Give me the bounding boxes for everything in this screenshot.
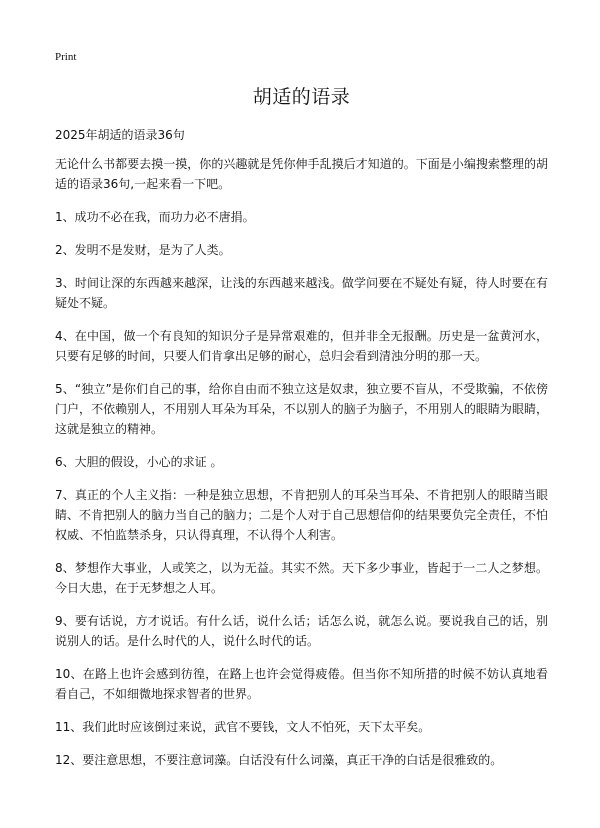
article-body (55, 154, 548, 770)
quote-paragraph: 1、成功不必在我，而功力必不唐捐。 (55, 210, 255, 224)
quote-paragraph: 12、要注意思想，不要注意词藻。白话没有什么词藻，真正干净的白话是很雅致的。 (55, 753, 503, 767)
page-title: 胡适的语录 (252, 86, 351, 108)
print-link[interactable]: Print (55, 51, 77, 63)
intro-paragraph: 无论什么书都要去摸一摸，你的兴趣就是凭你伸手乱摸后才知道的。下面是小编搜索整理的胡适的语录36句,一起来看一下吧。 (55, 157, 548, 191)
quote-paragraph: 4、在中国，做一个有良知的知识分子是异常艰难的，但并非全无报酬。历史是一盆黄河水，只要有足够的时间，只要人们肯拿出足够的耐心，总归会看到清浊分明的那一天。 (55, 329, 548, 363)
quote-paragraph: 10、在路上也许会感到彷徨，在路上也许会觉得疲倦。但当你不知所措的时候不妨认真地看看自己，不如细微地探求智者的世界。 (55, 667, 548, 701)
quote-paragraph: 2、发明不是发财，是为了人类。 (55, 243, 231, 257)
quote-paragraph: 5、“独立”是你们自己的事，给你自由而不独立这是奴隶，独立要不盲从，不受欺骗，不依傍门户，不依赖别人，不用别人耳朵为耳朵，不以别人的脑子为脑子，不用别人的眼睛为眼睛，这就是独立的精神。 (55, 382, 548, 436)
quote-paragraph: 3、时间让深的东西越来越深，让浅的东西越来越浅。做学问要在不疑处有疑，待人时要在有疑处不疑。 (55, 276, 548, 310)
quote-paragraph: 7、真正的个人主义指：一种是独立思想，不肯把别人的耳朵当耳朵、不肯把别人的眼睛当眼睛、不肯把别人的脑力当自己的脑力；二是个人对于自己思想信仰的结果要负完全责任，不怕权威、不怕监禁杀身，只认得真理，不认得个人利害。 (55, 488, 548, 542)
quote-paragraph: 9、要有话说，方才说话。有什么话，说什么话；话怎么说，就怎么说。要说我自己的话，别说别人的话。是什么时代的人，说什么时代的话。 (55, 614, 548, 648)
quote-paragraph: 6、大胆的假设，小心的求证 。 (55, 455, 223, 469)
quote-paragraph: 8、梦想作大事业，人或笑之，以为无益。其实不然。天下多少事业，皆起于一二人之梦想。今日大患，在于无梦想之人耳。 (55, 561, 548, 595)
quote-paragraph: 11、我们此时应该倒过来说，武官不要钱，文人不怕死，天下太平矣。 (55, 720, 431, 734)
article-subtitle: 2025年胡适的语录36句 (55, 128, 185, 142)
